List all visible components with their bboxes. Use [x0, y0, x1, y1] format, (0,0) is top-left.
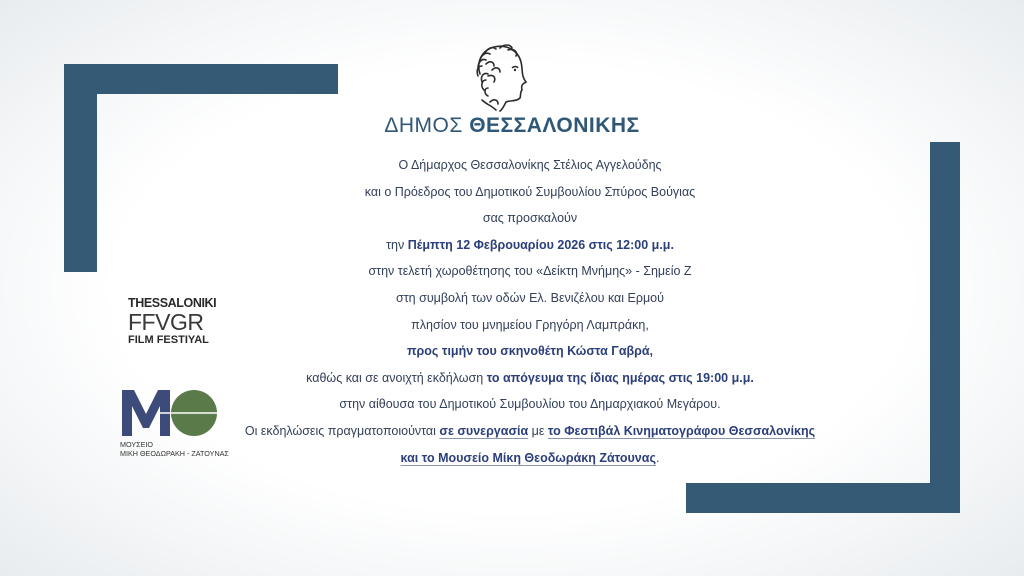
invitation-line-5: στην τελετή χωροθέτησης του «Δείκτη Μνήμης» - Σημείο Ζ [368, 264, 692, 279]
collab-mid: με [528, 423, 548, 438]
invitation-line-10: στην αίθουσα του Δημοτικού Συμβουλίου του Δημαρχιακού Μεγάρου. [339, 397, 721, 412]
festival-logo-line-3: FILM FESTIYAL [128, 334, 209, 346]
invitation-line-8: προς τιμήν του σκηνοθέτη Κώστα Γαβρά, [406, 344, 654, 359]
museum-logo-line-2: ΜΙΚΗ ΘΕΟΔΩΡΑΚΗ - ΖΑΤΟΥΝΑΣ [120, 449, 229, 458]
logo-word-bold: ΘΕΣΣΑΛΟΝΙΚΗΣ [469, 114, 640, 137]
evening-time: το απόγευμα της ίδιας ημέρας στις 19:00 μ.μ. [486, 370, 754, 385]
film-festival-logo [128, 296, 238, 347]
museum-logo-text [120, 440, 260, 458]
frame-top-left-vertical [64, 64, 97, 272]
municipality-logo-title [380, 114, 644, 138]
invitation-text [230, 152, 830, 471]
invitation-line-3: σας προσκαλούν [482, 211, 578, 226]
film-festival-name: το Φεστιβάλ Κινηματογράφου Θεσσαλονίκης [547, 423, 816, 438]
museum-name: και το Μουσείο Μίκη Θεοδωράκη Ζάτουνας [400, 450, 656, 465]
final-period: . [655, 450, 660, 465]
invitation-line-9 [230, 365, 830, 392]
evening-prefix: καθώς και σε ανοιχτή εκδήλωση [306, 370, 487, 385]
frame-bottom-right-horizontal [686, 483, 960, 513]
invitation-line-4 [230, 232, 830, 259]
invitation-line-1: Ο Δήμαρχος Θεσσαλονίκης Στέλιος Αγγελούδης [398, 158, 662, 172]
invitation-line-11 [230, 418, 830, 445]
frame-bottom-right-vertical [930, 142, 960, 513]
museum-logo-line-1: ΜΟΥΣΕΙΟ [120, 440, 153, 449]
frame-top-left-horizontal [64, 64, 338, 94]
festival-logo-line-1: THESSALONIKI [128, 296, 217, 310]
logo-word-light: ΔΗΜΟΣ [384, 114, 463, 137]
invitation-line-7: πλησίον του μνημείου Γρηγόρη Λαμπράκη, [411, 317, 649, 332]
collab-prefix: Οι εκδηλώσεις πραγματοποιούνται [244, 423, 440, 438]
invitation-line-6: στη συμβολή των οδών Ελ. Βενιζέλου και Ερμού [396, 290, 664, 305]
invitation-line-12 [230, 445, 830, 472]
collab-bold: σε συνεργασία [439, 423, 529, 438]
alexander-head-logo-icon [466, 40, 534, 112]
invitation-line-2: και ο Πρόεδρος του Δημοτικού Συμβουλίου Σπύρος Βούγιας [364, 184, 696, 199]
museum-mo-logo-icon [120, 384, 220, 440]
date-prefix: την [386, 237, 408, 252]
event-date: Πέμπτη 12 Φεβρουαρίου 2026 στις 12:00 μ.μ. [407, 237, 674, 252]
festival-logo-line-2: FFVGR [128, 309, 204, 335]
